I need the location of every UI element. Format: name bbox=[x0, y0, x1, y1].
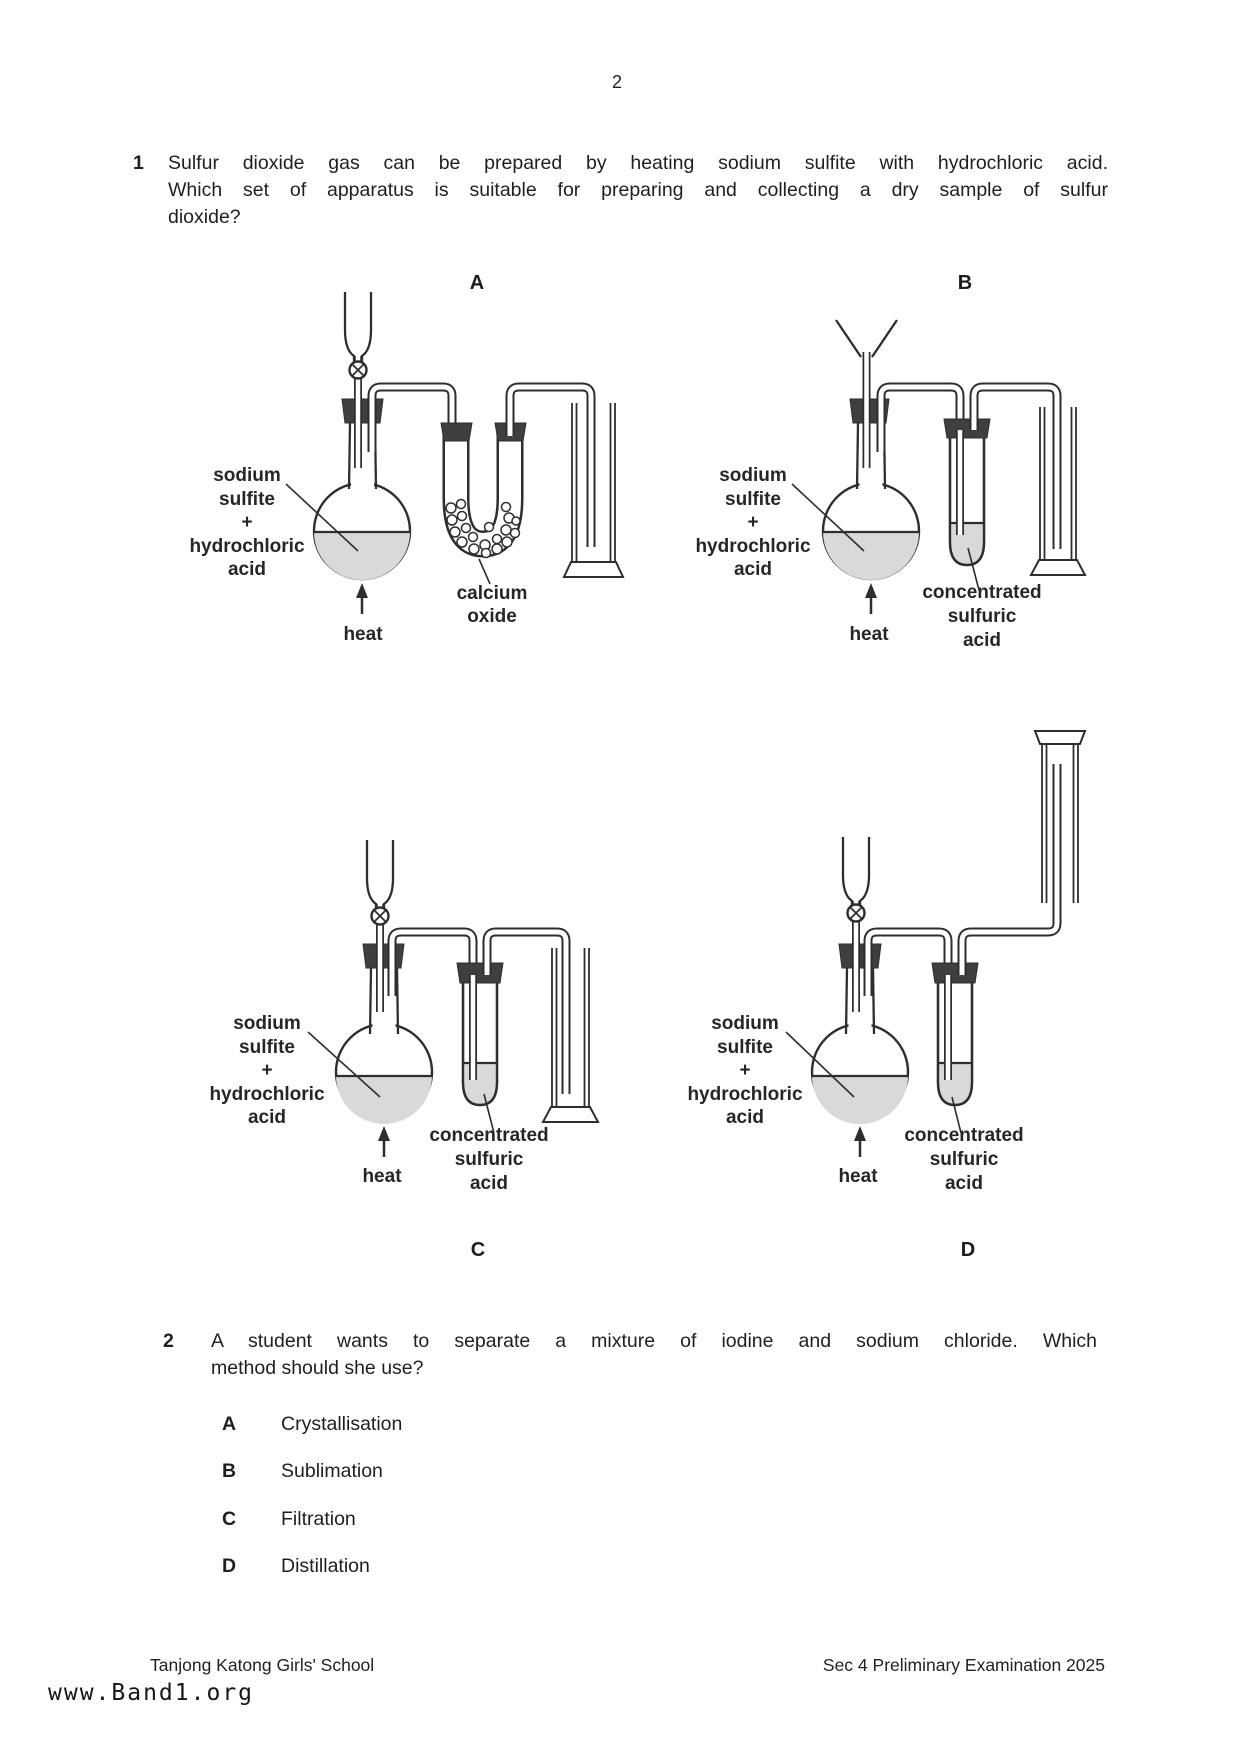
svg-text:concentrated: concentrated bbox=[904, 1125, 1024, 1146]
question-1-line: dioxide? bbox=[168, 206, 241, 228]
acid-label bbox=[429, 1125, 548, 1194]
heat-label: heat bbox=[362, 1166, 402, 1187]
svg-text:hydrochloric: hydrochloric bbox=[209, 1084, 325, 1105]
svg-text:hydrochloric: hydrochloric bbox=[189, 536, 305, 557]
svg-text:sodium: sodium bbox=[711, 1013, 779, 1034]
reagent-label bbox=[695, 465, 811, 580]
question-2-text bbox=[211, 1328, 1097, 1382]
footer-school: Tanjong Katong Girls' School bbox=[150, 1655, 375, 1675]
apparatus-c-letter: C bbox=[470, 1239, 486, 1261]
reagent-label bbox=[687, 1013, 803, 1128]
apparatus-b bbox=[695, 272, 1085, 651]
svg-text:sodium: sodium bbox=[719, 465, 787, 486]
apparatus-a-letter: A bbox=[469, 272, 485, 294]
svg-text:acid: acid bbox=[725, 1107, 765, 1128]
flask-liquid bbox=[314, 532, 410, 580]
apparatus-d bbox=[687, 731, 1085, 1261]
heat-arrow-icon bbox=[356, 583, 368, 614]
svg-text:sulfuric: sulfuric bbox=[947, 606, 1017, 627]
question-1-number: 1 bbox=[133, 152, 144, 174]
footer-exam: Sec 4 Preliminary Examination 2025 bbox=[822, 1655, 1105, 1675]
calcium-oxide-label bbox=[457, 583, 528, 627]
svg-text:acid: acid bbox=[944, 1173, 984, 1194]
svg-text:+: + bbox=[241, 512, 253, 533]
page-number: 2 bbox=[612, 72, 623, 92]
reagent-label bbox=[189, 465, 305, 580]
reagent-label bbox=[209, 1013, 325, 1128]
heat-label: heat bbox=[838, 1166, 878, 1187]
apparatus-a bbox=[189, 272, 623, 645]
flask-liquid bbox=[812, 1076, 908, 1124]
svg-text:+: + bbox=[261, 1060, 273, 1081]
flask-liquid bbox=[336, 1076, 432, 1124]
svg-text:concentrated: concentrated bbox=[922, 582, 1042, 603]
acid-label bbox=[922, 582, 1041, 651]
stopper-icon bbox=[342, 399, 383, 423]
watermark-url: www.Band1.org bbox=[48, 1680, 255, 1706]
svg-text:sulfite: sulfite bbox=[219, 489, 275, 510]
svg-text:calcium: calcium bbox=[456, 583, 528, 604]
svg-text:sulfuric: sulfuric bbox=[454, 1149, 524, 1170]
heat-arrow-icon bbox=[854, 1126, 866, 1157]
dropping-funnel-icon bbox=[843, 837, 852, 907]
svg-text:acid: acid bbox=[227, 559, 267, 580]
u-tube-icon bbox=[441, 423, 526, 558]
heat-label: heat bbox=[849, 624, 889, 645]
option-letter: A bbox=[222, 1413, 237, 1435]
option-letter: B bbox=[222, 1460, 237, 1482]
apparatus-c bbox=[209, 840, 598, 1261]
svg-text:concentrated: concentrated bbox=[429, 1125, 549, 1146]
flask-liquid bbox=[823, 532, 919, 580]
question-2-line: method should she use? bbox=[211, 1357, 424, 1379]
svg-text:sulfite: sulfite bbox=[239, 1037, 295, 1058]
apparatus-d-letter: D bbox=[960, 1239, 976, 1261]
acid-label bbox=[904, 1125, 1023, 1194]
question-1-line: Sulfur dioxide gas can be prepared by heating sodium sulfite with hydrochloric acid. bbox=[168, 152, 1108, 174]
option-label: Filtration bbox=[281, 1508, 356, 1530]
svg-text:acid: acid bbox=[469, 1173, 509, 1194]
dropping-funnel-icon bbox=[367, 840, 376, 910]
svg-text:acid: acid bbox=[962, 630, 1002, 651]
option-letter: C bbox=[222, 1508, 237, 1530]
option-label: Distillation bbox=[281, 1555, 370, 1577]
svg-text:sulfuric: sulfuric bbox=[929, 1149, 999, 1170]
svg-text:+: + bbox=[739, 1060, 751, 1081]
stopcock-icon bbox=[372, 908, 389, 925]
apparatus-b-letter: B bbox=[957, 272, 973, 294]
open-funnel-icon bbox=[836, 320, 897, 468]
svg-text:sulfite: sulfite bbox=[725, 489, 781, 510]
svg-text:sulfite: sulfite bbox=[717, 1037, 773, 1058]
question-1-line: Which set of apparatus is suitable for preparing and collecting a dry sample of sulfur bbox=[168, 179, 1108, 201]
heat-arrow-icon bbox=[378, 1126, 390, 1157]
svg-text:sodium: sodium bbox=[213, 465, 281, 486]
test-tube-icon bbox=[457, 963, 503, 1105]
label-pointer-line bbox=[479, 559, 490, 584]
stopcock-icon bbox=[350, 362, 367, 379]
question-2-number: 2 bbox=[163, 1330, 174, 1352]
svg-text:acid: acid bbox=[733, 559, 773, 580]
svg-text:hydrochloric: hydrochloric bbox=[687, 1084, 803, 1105]
dropping-funnel-icon bbox=[345, 292, 354, 362]
svg-text:oxide: oxide bbox=[467, 606, 517, 627]
option-letter: D bbox=[222, 1555, 237, 1577]
option-label: Crystallisation bbox=[281, 1413, 403, 1435]
stopcock-icon bbox=[848, 905, 865, 922]
test-tube-icon bbox=[932, 963, 978, 1105]
test-tube-icon bbox=[944, 419, 990, 565]
option-label: Sublimation bbox=[281, 1460, 383, 1482]
heat-arrow-icon bbox=[865, 583, 877, 614]
heat-label: heat bbox=[343, 624, 383, 645]
svg-text:hydrochloric: hydrochloric bbox=[695, 536, 811, 557]
svg-text:acid: acid bbox=[247, 1107, 287, 1128]
question-2-line: A student wants to separate a mixture of iodine and sodium chloride. Which bbox=[211, 1330, 1097, 1352]
svg-text:sodium: sodium bbox=[233, 1013, 301, 1034]
svg-text:+: + bbox=[747, 512, 759, 533]
